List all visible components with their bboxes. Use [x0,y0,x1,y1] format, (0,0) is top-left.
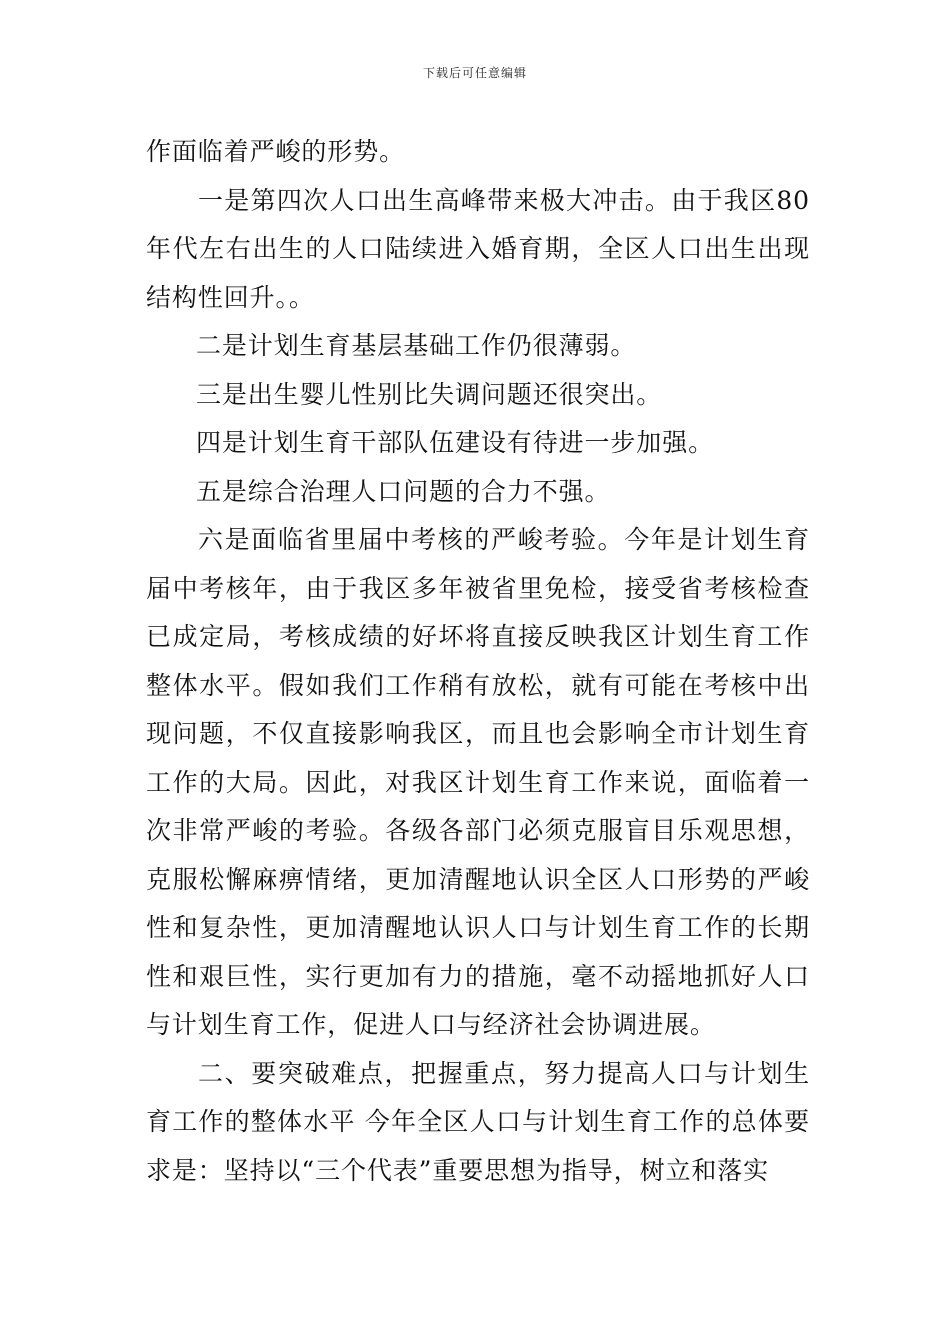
document-body [146,128,810,1195]
paragraph-point-four: 四是计划生育干部队伍建设有待进一步加强。 [196,428,715,457]
paragraph-point-six: 六是面临省里届中考核的严峻考验。今年是计划生育届中考核年，由于我区多年被省里免检，接受省考核检查已成定局，考核成绩的好坏将直接反映我区计划生育工作整体水平。假如我们工作稍有放松，就有可能在考核中出现问题，不仅直接影响我区，而且也会影响全市计划生育工作的大局。因此，对我区计划生育工作来说，面临着一次非常严峻的考验。各级各部门必须克服盲目乐观思想，克服松懈麻痹情绪，更加清醒地认识全区人口形势的严峻性和复杂性，更加清醒地认识人口与计划生育工作的长期性和艰巨性，实行更加有力的措施，毫不动摇地抓好人口与计划生育工作，促进人口与经济社会协调进展。 [146,525,810,1039]
paragraph-point-two: 二是计划生育基层基础工作仍很薄弱。 [196,331,637,360]
paragraph-point-five: 五是综合治理人口问题的合力不强。 [196,476,611,506]
paragraph-point-three: 三是出生婴儿性别比失调问题还很突出。 [196,379,663,409]
page-header: 下载后可任意编辑 [422,66,527,80]
paragraph-section-two: 二、要突破难点，把握重点，努力提高人口与计划生育工作的整体水平 今年全区人口与计划生育工作的总体要求是：坚持以“三个代表”重要思想为指导，树立和落实 [146,1058,810,1185]
paragraph-continuation: 作面临着严峻的形势。 [146,137,406,166]
paragraph-point-one: 一是第四次人口出生高峰带来极大冲击。由于我区80年代左右出生的人口陆续进入婚育期，全区人口出生出现结构性回升。。 [146,185,810,312]
